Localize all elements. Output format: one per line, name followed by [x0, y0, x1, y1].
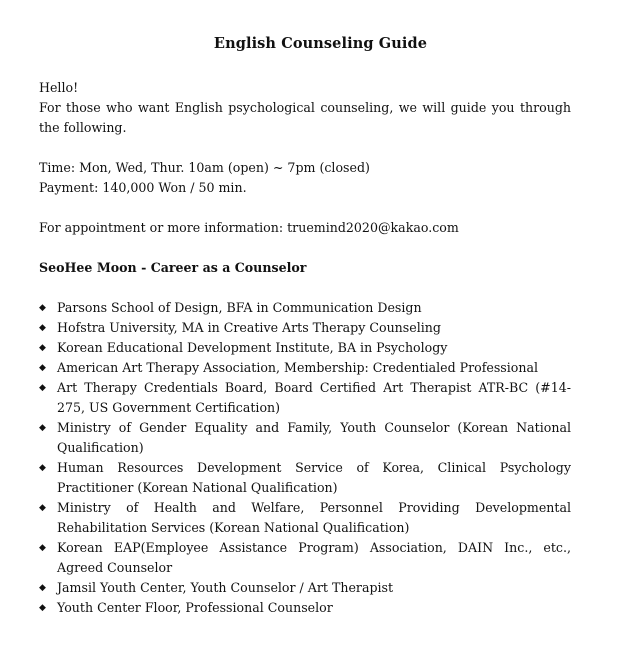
payment-info: Payment: 140,000 Won / 50 min.	[39, 180, 247, 195]
greeting-text: Hello!	[39, 80, 79, 95]
diamond-bullet-icon: ◆	[39, 543, 46, 553]
list-item	[39, 358, 571, 378]
career-item-text: Parsons School of Design, BFA in Communication Design	[57, 300, 422, 315]
list-item	[39, 318, 571, 338]
diamond-bullet-icon: ◆	[39, 463, 46, 473]
spacer	[39, 198, 571, 218]
career-item-text: Hofstra University, MA in Creative Arts Therapy Counseling	[57, 320, 441, 335]
career-item-text: American Art Therapy Association, Membership: Credentialed Professional	[57, 360, 539, 375]
time-info: Time: Mon, Wed, Thur. 10am (open) ~ 7pm (closed)	[39, 160, 370, 175]
list-item	[39, 298, 571, 318]
career-item-text: Korean EAP(Employee Assistance Program) Association, DAIN Inc., etc., Agreed Counselor	[57, 540, 571, 575]
career-item-text: Art Therapy Credentials Board, Board Certified Art Therapist ATR-BC (#14-275, US Government Certification)	[57, 380, 571, 415]
list-item	[39, 538, 571, 578]
list-item	[39, 418, 571, 458]
intro-paragraph: For those who want English psychological counseling, we will guide you through the following.	[39, 100, 571, 135]
career-heading: SeoHee Moon - Career as a Counselor	[39, 260, 307, 275]
document-title: English Counseling Guide	[213, 35, 428, 52]
diamond-bullet-icon: ◆	[39, 583, 46, 593]
diamond-bullet-icon: ◆	[39, 363, 46, 373]
career-list	[39, 298, 571, 618]
list-item	[39, 378, 571, 418]
diamond-bullet-icon: ◆	[39, 503, 46, 513]
list-item	[39, 498, 571, 538]
list-item	[39, 458, 571, 498]
diamond-bullet-icon: ◆	[39, 423, 46, 433]
contact-info: For appointment or more information: truemind2020@kakao.com	[39, 220, 459, 235]
spacer	[39, 278, 571, 298]
career-item-text: Ministry of Health and Welfare, Personnel Providing Developmental Rehabilitation Services (Korean National Qualification)	[57, 500, 571, 535]
diamond-bullet-icon: ◆	[39, 603, 46, 613]
career-item-text: Ministry of Gender Equality and Family, Youth Counselor (Korean National Qualification)	[57, 420, 571, 455]
document-body	[39, 78, 571, 618]
list-item	[39, 578, 571, 598]
career-item-text: Youth Center Floor, Professional Counselor	[57, 600, 333, 615]
diamond-bullet-icon: ◆	[39, 383, 46, 393]
diamond-bullet-icon: ◆	[39, 303, 46, 313]
career-item-text: Korean Educational Development Institute, BA in Psychology	[57, 340, 448, 355]
diamond-bullet-icon: ◆	[39, 323, 46, 333]
diamond-bullet-icon: ◆	[39, 343, 46, 353]
spacer	[39, 238, 571, 258]
list-item	[39, 598, 571, 618]
career-item-text: Human Resources Development Service of Korea, Clinical Psychology Practitioner (Korean National Qualification)	[57, 460, 571, 495]
spacer	[39, 138, 571, 158]
list-item	[39, 338, 571, 358]
career-item-text: Jamsil Youth Center, Youth Counselor / Art Therapist	[57, 580, 394, 595]
